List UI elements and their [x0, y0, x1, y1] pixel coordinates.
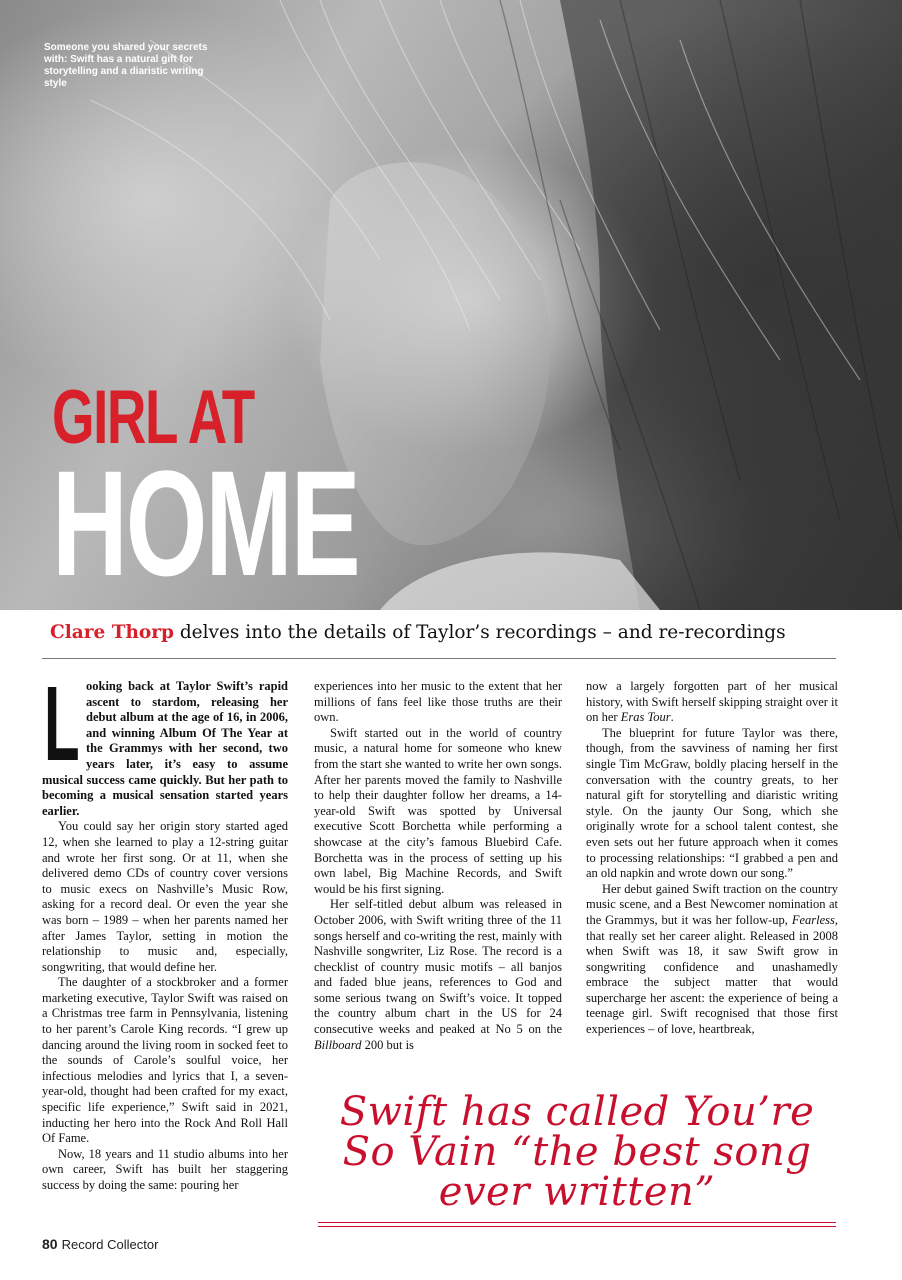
paragraph-text: , that really set her career alight. Released in 2008 when Swift was 18, it saw Swift grow in songwriting confidence and unashamedly embrace the subject matter that would supercharge her ascent: the experience of being a teenage girl. Swift recognised that those first experiences – of love, heartbreak,	[586, 912, 838, 1037]
article-paragraph: experiences into her music to the extent that her millions of fans feel like those truths are their own.	[314, 679, 562, 725]
drop-cap: L	[44, 665, 80, 783]
photo-caption: Someone you shared your secrets with: Swift has a natural gift for storytelling and a diaristic writing style	[44, 42, 208, 89]
paragraph-text: Her debut gained Swift traction on the country music scene, and a Best Newcomer nomination at the Grammys, but it was her follow-up,	[586, 881, 838, 927]
article-paragraph: Now, 18 years and 11 studio albums into her own career, Swift has built her staggering success by doing the same: pouring her	[42, 1146, 288, 1192]
page-folio	[42, 1236, 158, 1253]
publication-name: Record Collector	[61, 1237, 159, 1252]
headline-line-1: GIRL AT	[52, 375, 254, 460]
paragraph-text: now a largely forgotten part of her musical history, with Swift herself skipping straight over it on her	[586, 679, 838, 725]
paragraph-text: .	[670, 710, 674, 725]
publication-title: Billboard	[314, 1037, 362, 1052]
hero-photo	[0, 0, 902, 610]
album-title: Fearless	[791, 912, 835, 927]
tour-title: Eras Tour	[620, 710, 671, 725]
article-paragraph: The daughter of a stockbroker and a former marketing executive, Taylor Swift was raised on a Christmas tree farm in Pennsylvania, listening to her parent’s Carole King records. “I grew up dancing around the living room in socked feet to the sounds of Carole’s soulful voice, her infectious melodies and lyrics that I, a seven-year-old, thought had been crafted for my exact, specific life experience,” Swift said in 2021, inducting her hero into the Rock And Roll Hall Of Fame.	[42, 975, 288, 1146]
article-paragraph	[586, 679, 838, 726]
page-number: 80	[42, 1236, 58, 1252]
pull-quote-rule	[318, 1226, 836, 1227]
standfirst	[50, 621, 870, 645]
standfirst-text: delves into the details of Taylor’s recordings – and re-recordings	[173, 622, 786, 643]
article-paragraph	[586, 882, 838, 1038]
article-column-1	[42, 665, 288, 1194]
paragraph-text: Her self-titled debut album was released in October 2006, with Swift writing three of the 11 songs herself and co-writing the rest, mainly with Nashville songwriter, Liz Rose. The record is a checklist of country music motifs – all banjos and faded blue jeans, references to God and some serious twang on Swift’s voice. It topped the country album chart in the US for 24 consecutive weeks and peaked at No 5 on the	[314, 897, 562, 1037]
pull-quote: Swift has called You’re So Vain “the best song ever written”	[339, 1089, 815, 1215]
lede-text: ooking back at Taylor Swift’s rapid ascent to stardom, releasing her debut album at the age of 16, in 2006, and winning Album Of The Year at the Grammys with her second, two years later, it’s easy to assume musical success came quickly. But her path to becoming a musical sensation started years earlier.	[42, 679, 288, 818]
headline-line-2: HOME	[52, 439, 359, 607]
paragraph-text: 200 but is	[361, 1037, 414, 1052]
divider-rule	[42, 658, 836, 659]
article-paragraph: The blueprint for future Taylor was there, though, from the savviness of naming her first single Tim McGraw, boldly placing herself in the conversation with the country greats, to her natural gift for storytelling and diaristic writing style. On the jaunty Our Song, which she originally wrote for a school talent contest, she even sets out her future approach when it comes to processing relationships: “I grabbed a pen and an old napkin and wrote down our song.”	[586, 725, 838, 881]
article-column-2	[314, 679, 562, 1053]
pull-quote-rule	[318, 1222, 836, 1223]
article-paragraph: You could say her origin story started aged 12, when she learned to play a 12-string guitar and wrote her first song. Or at 11, when she delivered demo CDs of country cover versions to music execs on Nashville’s Music Row, asking for a record deal. Or even the year she was born – 1989 – when her parents named her after James Taylor, setting in motion the relationship to music and, especially, songwriting, that would define her.	[42, 819, 288, 974]
article-column-3	[586, 679, 838, 1038]
article-paragraph: Swift started out in the world of country music, a natural home for someone who knew from the start she wanted to write her own songs. After her parents moved the family to Nashville to help their daughter follow her dreams, a 14-year-old Swift was spotted by Universal executive Scott Borchetta while performing a showcase at the city’s famous Bluebird Cafe. Borchetta was in the process of setting up his own label, Big Machine Records, and Swift would be his first signing.	[314, 725, 562, 896]
article-lede	[42, 665, 288, 819]
article-paragraph	[314, 897, 562, 1053]
author-name: Clare Thorp	[50, 622, 174, 643]
